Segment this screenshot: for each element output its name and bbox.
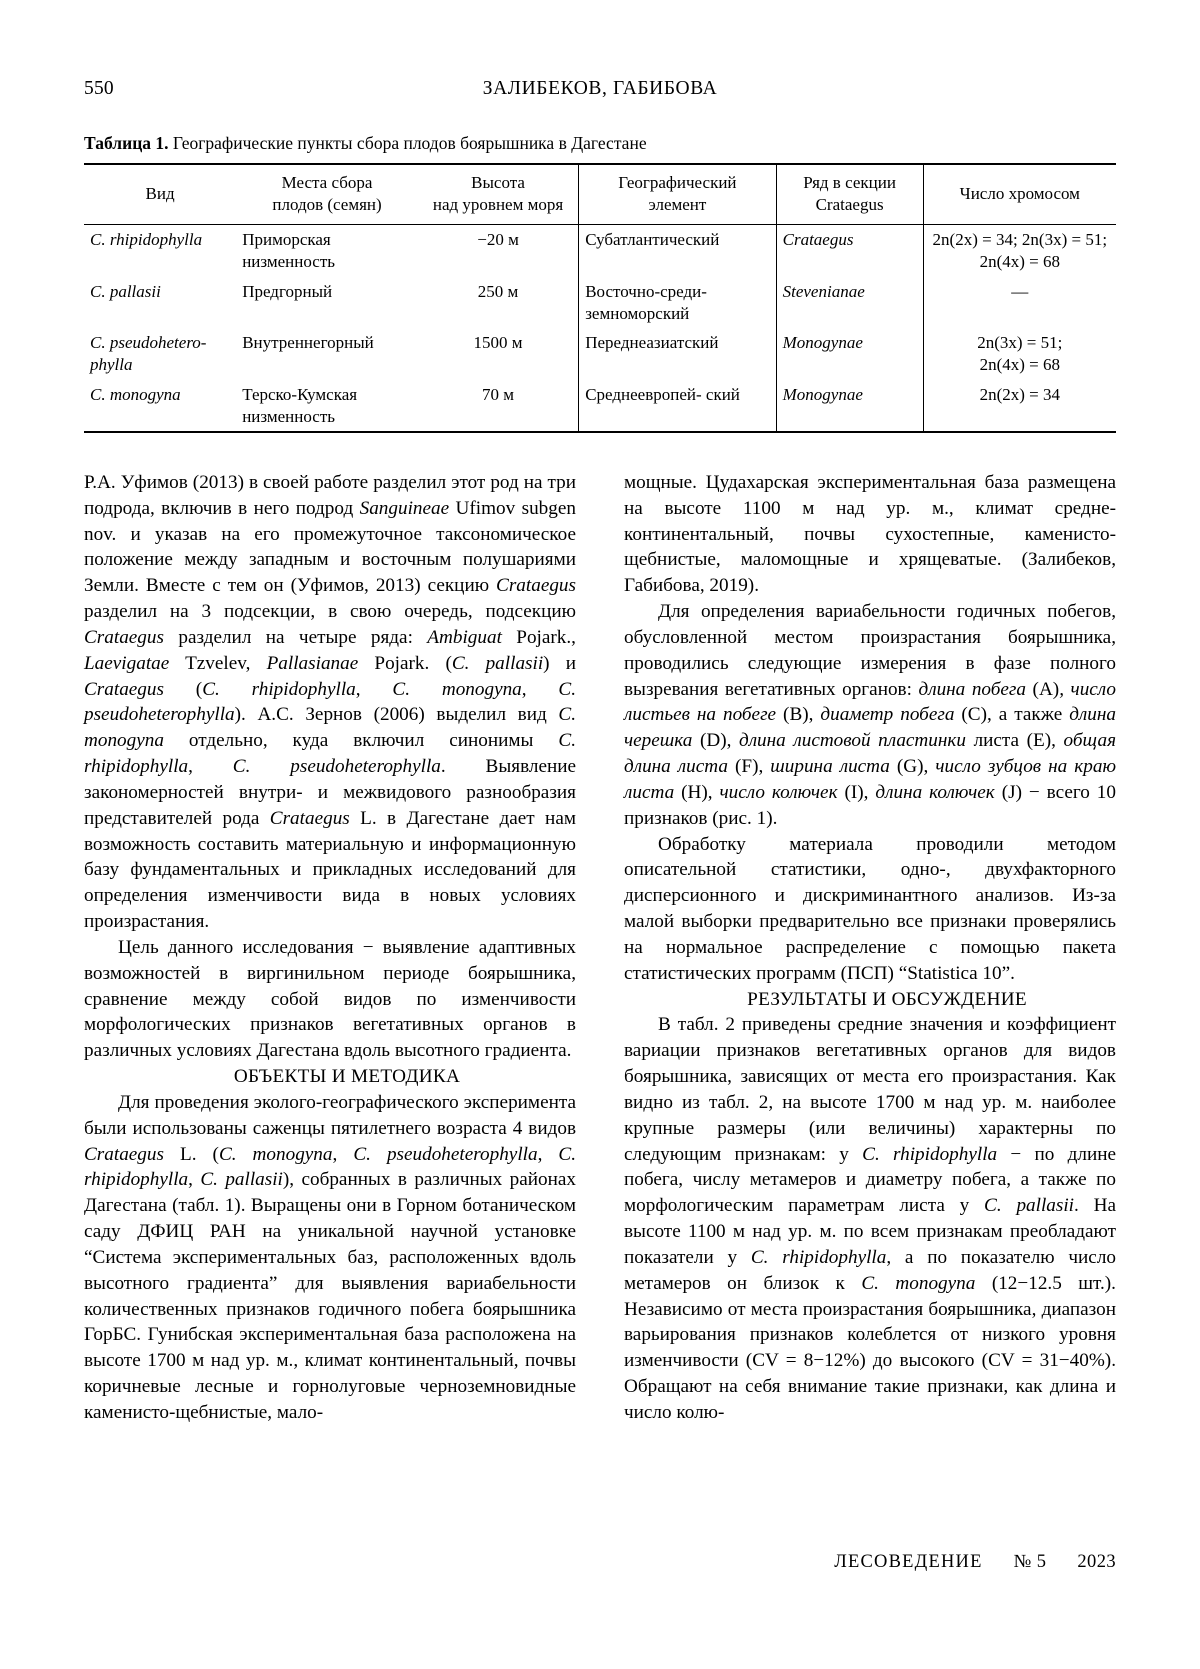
col-header-geo-line2: элемент <box>648 194 707 214</box>
taxon-name: Crataegus <box>84 678 164 700</box>
col-header-altitude-line2: над уровнем моря <box>432 194 564 214</box>
cell-altitude: 1500 м <box>473 333 523 353</box>
cell-chromosomes-line2: 2n(4x) = 68 <box>979 252 1060 271</box>
taxon-name: Laevigatae <box>84 652 170 674</box>
table-caption <box>84 132 1116 155</box>
year: 2023 <box>1077 1552 1116 1572</box>
table-caption-label: Таблица 1. <box>84 133 169 153</box>
cell-species: C. pallasii <box>90 281 161 301</box>
col-header-series-line2: Crataegus <box>815 194 884 214</box>
paragraph: В табл. 2 приведены средние значения и коэффициент вариации признаков вегетативных органов для видов боярышника, зависящих от места его произрастания. Как видно из табл. 2, на высоте 1700 м над ур. м. наиболее крупные размеры (или величины) характерны по следующим признакам: у C. rhipidophylla − по длине побега, числу метамеров и диаметру побега, а также по морфологическим параметрам листа у C. pallasii. На высоте 1100 м над ур. м. по всем признакам преобладают показатели у C. rhipidophylla, а по показателю число метамеров он близок к C. monogyna (12−12.5 шт.). Независимо от места произрастания боярышника, диапазон варьирования признаков колеблется от низкого уровня изменчивости (CV = 8−12%) до высокого (CV = 31−40%). Обращают на себя внимание такие признаки, как длина и число колю- <box>624 1014 1117 1423</box>
trait-name: длина черешка <box>624 704 1116 752</box>
col-header-place-line1: Места сбора <box>281 172 373 192</box>
cell-altitude: −20 м <box>477 230 519 250</box>
taxon-name: C. rhipidophylla <box>862 1143 998 1165</box>
column-right <box>624 470 1116 1426</box>
cell-series: Crataegus <box>776 225 923 277</box>
trait-name: общая длина листа <box>624 730 1117 778</box>
paragraph: мощные. Цудахарская экспериментальная база размещена на высоте 1100 м над ур. м., климат средне-континентальный, почвы сухостепные, каменисто-щебнистые, маломощные и хрящеватые. (Залибеков, Габибова, 2019). <box>624 472 1116 597</box>
cell-geo: Восточно-среди- земноморский <box>579 277 776 329</box>
taxon-name: C. monogyna <box>84 704 576 752</box>
col-header-series-line1: Ряд в секции <box>803 172 896 192</box>
cell-chromosomes-line1: 2n(3x) = 51; <box>977 333 1063 353</box>
taxon-name: C. pseudoheterophylla <box>353 1143 538 1165</box>
cell-geo: Переднеазиатский <box>579 328 776 380</box>
page-content <box>84 0 1116 1669</box>
col-header-species <box>84 164 236 225</box>
cell-altitude: 250 м <box>477 281 519 301</box>
trait-name: число зубцов на краю листа <box>624 756 1116 803</box>
taxon-name: C. pseudoheterophylla <box>84 678 577 726</box>
cell-place: Внутреннегорный <box>242 333 374 353</box>
taxon-name: Pallasianae <box>266 652 359 674</box>
cell-series: Monogynae <box>776 328 923 380</box>
taxon-name: C. rhipidophylla <box>750 1246 887 1268</box>
taxon-name: Ambiguat <box>427 626 502 648</box>
taxon-name: C. pallasii <box>200 1169 283 1191</box>
taxon-name: C. pallasii <box>984 1195 1075 1217</box>
taxon-name: Crataegus <box>496 575 576 597</box>
table-row <box>84 380 1116 433</box>
col-header-geo-line1: Географический <box>618 172 737 192</box>
table-header <box>84 164 1116 225</box>
col-header-altitude-line1: Высота <box>471 172 525 192</box>
taxon-name: C. rhipidophylla <box>84 730 576 778</box>
cell-chromosomes <box>923 328 1116 380</box>
col-header-geo <box>579 164 776 225</box>
col-header-chromosomes <box>923 164 1116 225</box>
cell-geo: Среднеевропей- ский <box>579 380 776 433</box>
taxon-name: C. rhipidophylla <box>202 678 356 700</box>
page-footer <box>84 1552 1116 1573</box>
paragraph: Для определения вариабельности годичных побегов, обусловленной местом произрастания боярышника, проводились следующие измерения в фазе полного вызревания вегетативных органов: длина побега (A), число листьев на побеге (B), диаметр побега (C), а также длина черешка (D), длина листовой пластинки листа (E), общая длина листа (F), ширина листа (G), число зубцов на краю листа (H), число колючек (I), длина колючек (J) − всего 10 признаков (рис. 1). <box>624 601 1117 829</box>
taxon-name: C. pseudoheterophylla <box>232 756 441 778</box>
taxon-name: Sanguineae <box>359 497 450 519</box>
body-columns <box>84 470 1116 1480</box>
column-left <box>84 470 576 1426</box>
cell-chromosomes-line2: 2n(4x) = 68 <box>979 355 1060 374</box>
cell-chromosomes: — <box>923 277 1116 329</box>
trait-name: число колючек <box>719 781 838 803</box>
trait-name: диаметр побега <box>820 704 955 726</box>
cell-species: C. rhipidophylla <box>90 230 203 250</box>
table-caption-text: Географические пункты сбора плодов боярышника в Дагестане <box>168 133 647 153</box>
table-row <box>84 328 1116 380</box>
cell-place: Приморская низменность <box>242 230 336 271</box>
cell-chromosomes <box>923 225 1116 277</box>
page-number: 550 <box>84 78 114 99</box>
cell-series: Monogynae <box>776 380 923 433</box>
trait-name: ширина листа <box>770 756 890 778</box>
taxon-name: C. pallasii <box>451 652 544 674</box>
cell-species: C. monogyna <box>90 384 181 404</box>
col-header-species-line1: Вид <box>145 183 175 203</box>
table-1 <box>84 163 1116 434</box>
taxon-name: Crataegus <box>84 1143 164 1165</box>
taxon-name: Crataegus <box>84 626 164 648</box>
table-header-row <box>84 164 1116 225</box>
paragraph: Цель данного исследования − выявление адаптивных возможностей в виргинильном периоде боярышника, сравнение между собой видов по изменчивости морфологических признаков вегетативных органов в различных условиях Дагестана вдоль высотного градиента. <box>84 936 576 1062</box>
trait-name: длина побега <box>918 678 1027 700</box>
paragraph: Для проведения эколого-географического эксперимента были использованы саженцы пятилетнего возраста 4 видов Crataegus L. (C. monogyna, C. pseudoheterophylla, C. rhipidophylla, C. pallasii), собранных в различных районах Дагестана (табл. 1). Выращены они в Горном ботаническом саду ДФИЦ РАН на уникальной научной установке “Система экспериментальных баз, расположенных вдоль высотного градиента” для выявления вариабельности количественных признаков годичного побега боярышника ГорБС. Гунибская экспериментальная база расположена на высоте 1700 м над ур. м., климат континентальный, почвы коричневые лесные и горнолуговые черноземновидные каменисто-щебнистые, мало- <box>84 1091 577 1423</box>
paragraph: Р.А. Уфимов (2013) в своей работе разделил этот род на три подрода, включив в него подрод Sanguineae Ufimov subgen nov. и указав на его промежуточное таксономическое положение между западным и восточным полушариями Земли. Вместе с тем он (Уфимов, 2013) секцию Crataegus разделил на 3 подсекции, в свою очередь, подсекцию Crataegus разделил на четыре ряда: Ambiguat Pojark., Laevigatae Tzvelev, Pallasianae Pojark. (C. pallasii) и Crataegus (C. rhipidophylla, C. monogyna, C. pseudoheterophylla). А.С. Зернов (2006) выделил вид C. monogyna отдельно, куда включил синонимы C. rhipidophylla, C. pseudoheterophylla. Выявление закономерностей внутри- и межвидового разнообразия представителей рода Crataegus L. в Дагестане дает нам возможность составить материальную и информационную базу фундаментальных и прикладных исследований для определения изменчивости вида в новых условиях произрастания. <box>84 472 577 933</box>
issue-number: № 5 <box>1013 1552 1047 1572</box>
cell-place: Предгорный <box>242 281 333 301</box>
col-header-altitude <box>418 164 579 225</box>
trait-name: длина колючек <box>875 781 995 803</box>
cell-place: Терско-Кумская низменность <box>242 384 358 426</box>
taxon-name: C. rhipidophylla <box>84 1143 577 1191</box>
section-title-results: РЕЗУЛЬТАТЫ И ОБСУЖДЕНИЕ <box>747 988 1027 1010</box>
running-authors: ЗАЛИБЕКОВ, ГАБИБОВА <box>482 78 718 99</box>
col-header-chromosomes-line1: Число хромосом <box>959 183 1080 203</box>
paragraph: Обработку материала проводили методом описательной статистики, одно-, двухфакторного дисперсионного и дискриминантного анализов. Из-за малой выборки предварительно все признаки проверялись на нормальное распределение с помощью пакета статистических программ (ПСП) “Statistica 10”. <box>624 833 1116 984</box>
taxon-name: C. monogyna <box>861 1272 976 1294</box>
cell-altitude: 70 м <box>482 384 515 404</box>
running-head <box>84 78 1116 118</box>
trait-name: , число листьев на побеге <box>624 678 1117 726</box>
section-title-methods: ОБЪЕКТЫ И МЕТОДИКА <box>233 1066 461 1088</box>
taxon-name: Crataegus <box>269 807 350 829</box>
journal-name: ЛЕСОВЕДЕНИЕ <box>834 1552 983 1572</box>
table-row <box>84 277 1116 329</box>
cell-series: Stevenianae <box>776 277 923 329</box>
cell-chromosomes-line1: 2n(2x) = 34; 2n(3x) = 51; <box>932 230 1108 250</box>
table-row <box>84 225 1116 277</box>
table-body <box>84 225 1116 433</box>
col-header-place <box>236 164 418 225</box>
col-header-series <box>776 164 923 225</box>
cell-species: C. pseudohetero- phylla <box>90 333 207 374</box>
cell-chromosomes: 2n(2x) = 34 <box>923 380 1116 433</box>
taxon-name: C. monogyna <box>392 678 522 700</box>
taxon-name: C. monogyna <box>218 1143 333 1165</box>
trait-name: длина листовой пластинки <box>738 730 966 752</box>
col-header-place-line2: плодов (семян) <box>272 194 382 214</box>
cell-geo: Субатлантический <box>579 225 776 277</box>
